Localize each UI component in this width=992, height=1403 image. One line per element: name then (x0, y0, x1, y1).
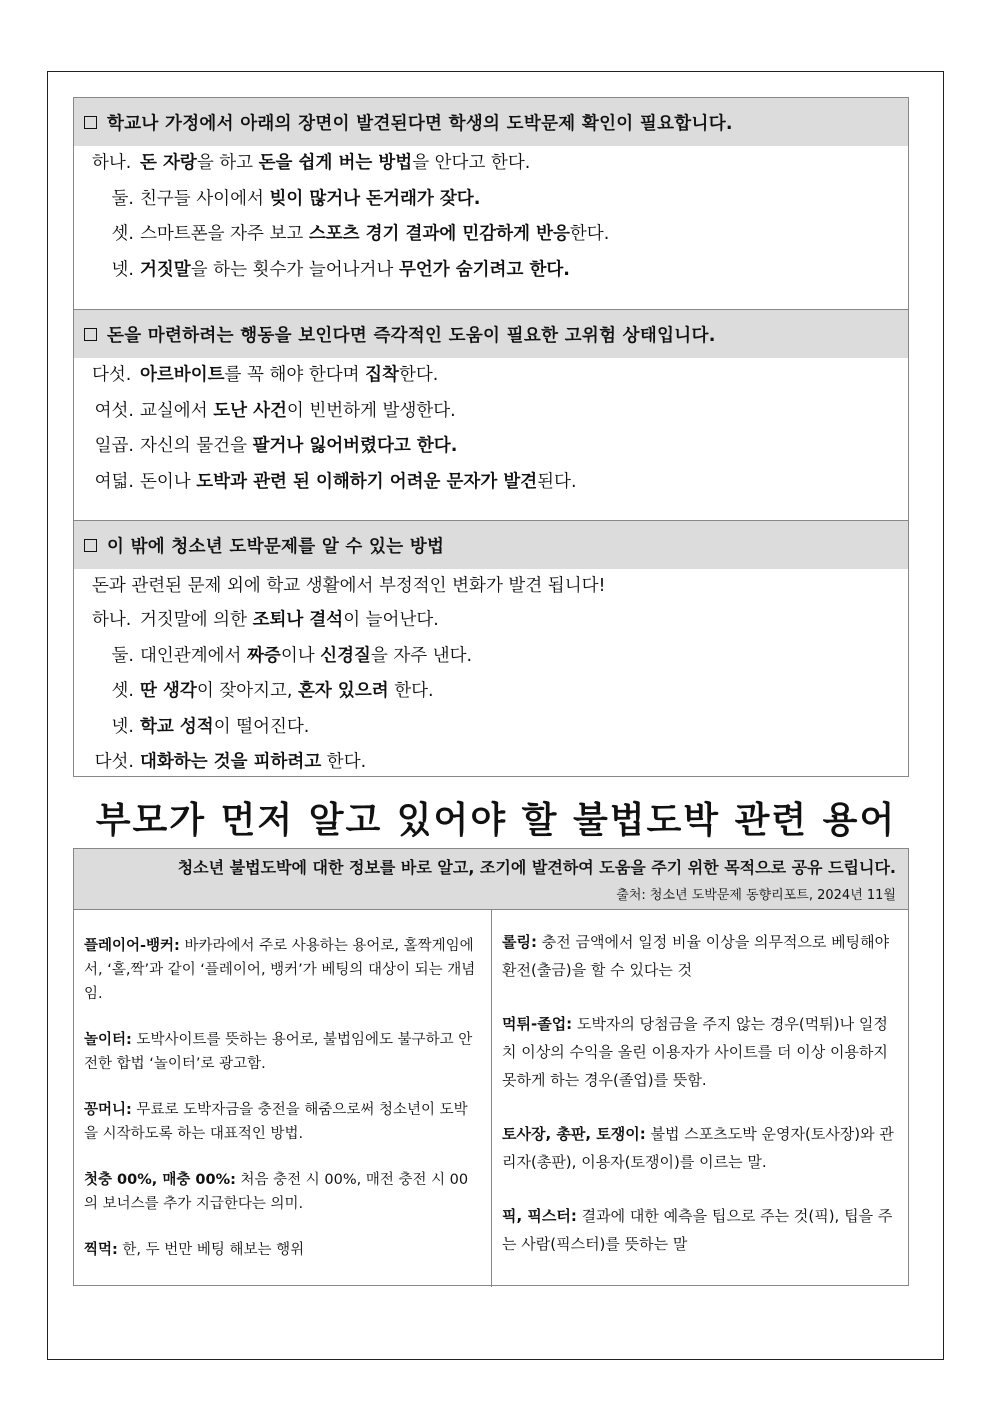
item-text: 한다. (388, 681, 434, 701)
item-emphasis: 혼자 있으려 (298, 681, 389, 701)
item-emphasis: 도난 사건 (213, 400, 287, 421)
item-number: 여덟. (94, 471, 134, 492)
glossary-entry (84, 1028, 481, 1076)
item-text: 을 하는 횟수가 늘어나거나 (190, 259, 399, 280)
list-item (74, 465, 908, 501)
item-number: 넷. (111, 259, 134, 280)
glossary-entry (84, 1098, 481, 1146)
checkbox-icon (84, 539, 97, 552)
glossary-term: 첫충 00%, 매충 00%: (84, 1172, 236, 1188)
list-item (74, 429, 908, 465)
section-other-methods (74, 520, 908, 779)
item-emphasis: 무언가 숨기려고 한다. (398, 259, 570, 280)
glossary-entry (502, 1010, 898, 1094)
item-text: 한다. (569, 224, 610, 244)
glossary-definition: 바카라에서 주로 사용하는 용어로, 홀짝게임에서, ‘홀,짝’과 같이 ‘플레이어, 뱅커’가 베팅의 대상이 되는 개념임. (84, 938, 476, 1002)
item-text: 된다. (537, 471, 577, 492)
item-text: 이 늘어난다. (343, 610, 439, 630)
section-need-check (74, 98, 908, 309)
item-number: 일곱. (94, 436, 134, 456)
glossary-columns (74, 909, 908, 1287)
list-item (74, 710, 908, 746)
item-emphasis: 팔거나 잃어버렸다고 한다. (252, 436, 458, 456)
item-emphasis: 도박과 관련 된 이해하기 어려운 문자가 발견 (196, 471, 538, 492)
list-item (74, 217, 908, 253)
item-emphasis: 학교 성적 (140, 716, 214, 737)
glossary-header (74, 849, 908, 909)
item-number: 셋. (111, 224, 134, 244)
item-number: 하나. (92, 610, 132, 630)
glossary-definition: 도박사이트를 뜻하는 용어로, 불법임에도 불구하고 안전한 합법 ‘놀이터’로 광고함. (84, 1032, 473, 1072)
item-emphasis: 스포츠 경기 결과에 민감하게 반응 (308, 224, 570, 244)
list-item (74, 358, 908, 394)
item-emphasis: 거짓말 (140, 259, 191, 280)
item-number: 셋. (111, 681, 134, 701)
list-item (74, 394, 908, 430)
glossary-source: 출처: 청소년 도박문제 동향리포트, 2024년 11월 (616, 888, 896, 903)
section-header-text: 이 밖에 청소년 도박문제를 알 수 있는 방법 (107, 536, 445, 557)
glossary-entry (84, 1168, 481, 1216)
item-number: 다섯. (94, 752, 134, 772)
item-text: 대인관계에서 (140, 645, 247, 666)
glossary-term: 찍먹: (84, 1242, 118, 1258)
item-text: 이 빈번하게 발생한다. (286, 400, 456, 421)
glossary-right-column (492, 910, 908, 1287)
checkbox-icon (84, 116, 97, 129)
section-header (74, 521, 908, 569)
item-text: 을 하고 (196, 153, 259, 173)
item-emphasis: 집착 (365, 365, 399, 385)
item-emphasis: 딴 생각 (140, 681, 197, 701)
item-text: 교실에서 (140, 400, 214, 421)
item-text: 이나 (280, 645, 321, 666)
item-text: 돈이나 (140, 471, 197, 492)
item-text: 친구들 사이에서 (140, 188, 270, 209)
glossary-term: 픽, 픽스터: (502, 1207, 577, 1225)
item-emphasis: 아르바이트 (140, 365, 225, 385)
sign-list (74, 146, 908, 288)
list-item (74, 639, 908, 675)
item-emphasis: 돈 자랑 (140, 153, 197, 173)
sign-list (74, 358, 908, 500)
section-header (74, 310, 908, 358)
section-header-text: 돈을 마련하려는 행동을 보인다면 즉각적인 도움이 필요한 고위험 상태입니다. (107, 325, 716, 346)
glossary-box (73, 848, 909, 1286)
glossary-entry (502, 1120, 898, 1176)
glossary-definition: 불법 스포츠도박 운영자(토사장)와 관리자(총판), 이용자(토쟁이)를 이르는 말. (502, 1125, 894, 1171)
glossary-definition: 충전 금액에서 일정 비율 이상을 의무적으로 베팅해야 환전(출금)을 할 수 있다는 것 (502, 933, 890, 979)
glossary-definition: 무료로 도박자금을 충전을 해줌으로써 청소년이 도박을 시작하도록 하는 대표적인 방법. (84, 1102, 468, 1142)
item-text: 한다. (321, 752, 367, 772)
item-number: 하나. (92, 153, 132, 173)
list-item (74, 182, 908, 218)
glossary-term: 토사장, 총판, 토쟁이: (502, 1125, 646, 1143)
item-emphasis: 돈을 쉽게 버는 방법 (258, 153, 413, 173)
glossary-definition: 결과에 대한 예측을 팁으로 주는 것(픽), 팁을 주는 사람(픽스터)를 뜻하는 말 (502, 1207, 893, 1253)
glossary-intro: 청소년 불법도박에 대한 정보를 바로 알고, 조기에 발견하여 도움을 주기 위한 목적으로 공유 드립니다. (177, 858, 896, 877)
item-text: 거짓말에 의한 (140, 610, 253, 630)
glossary-term: 놀이터: (84, 1032, 132, 1048)
section-header-text: 학교나 가정에서 아래의 장면이 발견된다면 학생의 도박문제 확인이 필요합니다. (107, 113, 733, 134)
item-text: 를 꼭 해야 한다며 (224, 365, 366, 385)
glossary-entry (502, 928, 898, 984)
list-item (74, 674, 908, 710)
checkbox-icon (84, 328, 97, 341)
item-text: 을 안다고 한다. (412, 153, 531, 173)
item-number: 여섯. (94, 400, 134, 421)
glossary-term: 롤링: (502, 933, 537, 951)
glossary-term: 먹튀-졸업: (502, 1015, 573, 1033)
item-text: 한다. (398, 365, 439, 385)
item-text: 자신의 물건을 (140, 436, 253, 456)
item-text: 스마트폰을 자주 보고 (140, 224, 309, 244)
glossary-entry (84, 934, 481, 1006)
sign-list (74, 603, 908, 781)
page-title: 부모가 먼저 알고 있어야 할 불법도박 관련 용어 (95, 800, 897, 841)
glossary-entry (502, 1202, 898, 1258)
glossary-entry (84, 1238, 481, 1262)
section-header (74, 98, 908, 146)
section-high-risk (74, 309, 908, 521)
item-number: 넷. (111, 716, 134, 737)
item-number: 다섯. (92, 365, 132, 385)
list-item (74, 253, 908, 289)
item-emphasis: 빚이 많거나 돈거래가 잦다. (269, 188, 481, 209)
item-emphasis: 대화하는 것을 피하려고 (140, 752, 322, 772)
item-number: 둘. (111, 188, 134, 209)
list-item (74, 603, 908, 639)
section-intro: 돈과 관련된 문제 외에 학교 생활에서 부정적인 변화가 발견 됩니다! (92, 576, 606, 596)
glossary-definition: 한, 두 번만 베팅 해보는 행위 (117, 1242, 305, 1258)
item-number: 둘. (111, 645, 134, 666)
glossary-definition: 처음 충전 시 00%, 매전 충전 시 00의 보너스를 추가 지급한다는 의미. (84, 1172, 469, 1212)
list-item (74, 745, 908, 781)
glossary-term: 플레이어-뱅커: (84, 938, 180, 954)
item-emphasis: 짜증 (247, 645, 281, 666)
item-text: 이 떨어진다. (213, 716, 310, 737)
glossary-term: 꽁머니: (84, 1102, 132, 1118)
item-emphasis: 조퇴나 결석 (252, 610, 344, 630)
item-text: 을 자주 낸다. (370, 645, 473, 666)
item-text: 이 잦아지고, (196, 681, 299, 701)
list-item (74, 146, 908, 182)
glossary-left-column (74, 910, 492, 1287)
item-emphasis: 신경질 (320, 645, 371, 666)
warning-signs-box (73, 97, 909, 777)
glossary-definition: 도박자의 당첨금을 주지 않는 경우(먹튀)나 일정 치 이상의 수익을 올린 이용자가 사이트를 더 이상 이용하지 못하게 하는 경우(졸업)를 뜻함. (502, 1015, 888, 1089)
